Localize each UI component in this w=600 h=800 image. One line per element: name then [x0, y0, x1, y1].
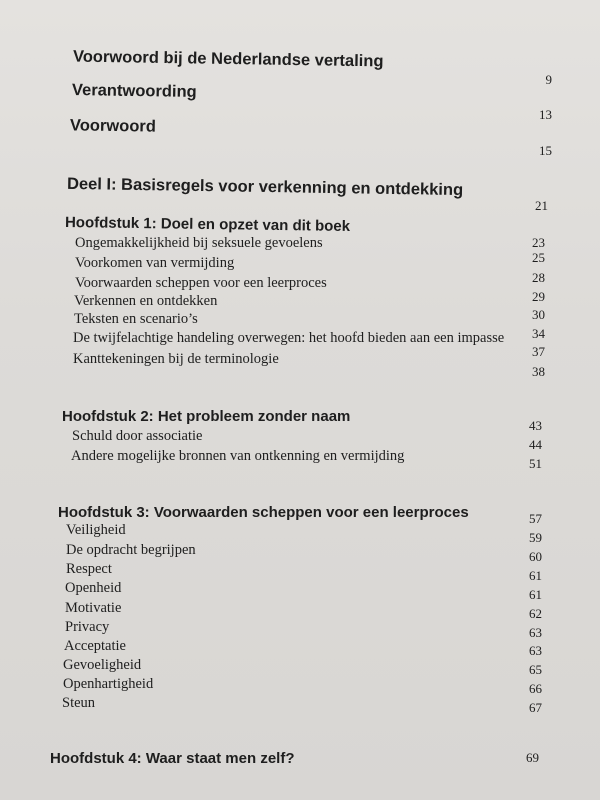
section-title: Respect — [66, 561, 112, 577]
part-title: Deel I: Basisregels voor verkenning en ontdekking — [66, 174, 464, 200]
section-page: 51 — [529, 456, 542, 471]
toc-entry-title: Voorwoord — [69, 116, 157, 136]
part-page: 21 — [535, 198, 548, 213]
chapter-title: Hoofdstuk 4: Waar staat men zelf? — [50, 750, 295, 767]
section-page: 60 — [529, 549, 542, 564]
section-title: Voorkomen van vermijding — [75, 255, 235, 271]
section-title: Voorwaarden scheppen voor een leerproces — [75, 275, 327, 291]
section-page: 63 — [529, 625, 542, 640]
chapter-page: 43 — [529, 418, 542, 433]
toc-entry-page: 13 — [539, 107, 552, 122]
section-page: 23 — [532, 235, 545, 250]
section-title: Motivatie — [65, 600, 122, 616]
section-title: Schuld door associatie — [72, 428, 203, 444]
chapter-title: Hoofdstuk 1: Doel en opzet van dit boek — [64, 214, 351, 235]
section-title: Teksten en scenario’s — [74, 311, 198, 327]
section-page: 30 — [532, 307, 545, 322]
chapter-title: Hoofdstuk 2: Het probleem zonder naam — [62, 408, 351, 425]
section-title: Kanttekeningen bij de terminologie — [73, 351, 279, 367]
section-page: 34 — [532, 326, 545, 341]
section-title: De twijfelachtige handeling overwegen: het hoofd bieden aan een impasse — [73, 330, 505, 346]
section-title: Andere mogelijke bronnen van ontkenning en vermijding — [71, 448, 405, 464]
section-title: Gevoeligheid — [63, 657, 142, 673]
section-page: 61 — [529, 568, 542, 583]
section-page: 25 — [532, 250, 545, 265]
section-page: 63 — [529, 643, 542, 658]
section-page: 67 — [529, 700, 542, 715]
section-page: 61 — [529, 587, 542, 602]
section-title: Privacy — [65, 619, 110, 635]
section-title: Steun — [62, 695, 96, 711]
section-page: 65 — [529, 662, 542, 677]
section-title: Acceptatie — [64, 638, 126, 654]
toc-entry-page: 9 — [545, 72, 552, 87]
section-page: 44 — [529, 437, 542, 452]
toc-entry-title: Voorwoord bij de Nederlandse vertaling — [72, 47, 384, 71]
chapter-page: 69 — [526, 750, 539, 765]
section-title: De opdracht begrijpen — [66, 542, 196, 558]
section-page: 62 — [529, 606, 542, 621]
section-title: Ongemakkelijkheid bij seksuele gevoelens — [75, 235, 323, 251]
section-page: 66 — [529, 681, 542, 696]
section-page: 29 — [532, 289, 545, 304]
section-page: 28 — [532, 270, 545, 285]
chapter-title: Hoofdstuk 3: Voorwaarden scheppen voor een leerproces — [58, 504, 469, 521]
section-title: Verkennen en ontdekken — [74, 293, 218, 309]
section-title: Veiligheid — [66, 522, 126, 538]
chapter-page: 57 — [529, 511, 542, 526]
toc-entry-page: 15 — [539, 143, 552, 158]
section-page: 38 — [532, 364, 545, 379]
toc-entry-title: Verantwoording — [71, 81, 197, 101]
section-page: 59 — [529, 530, 542, 545]
section-page: 37 — [532, 344, 545, 359]
section-title: Openheid — [65, 580, 122, 596]
section-title: Openhartigheid — [63, 676, 154, 692]
